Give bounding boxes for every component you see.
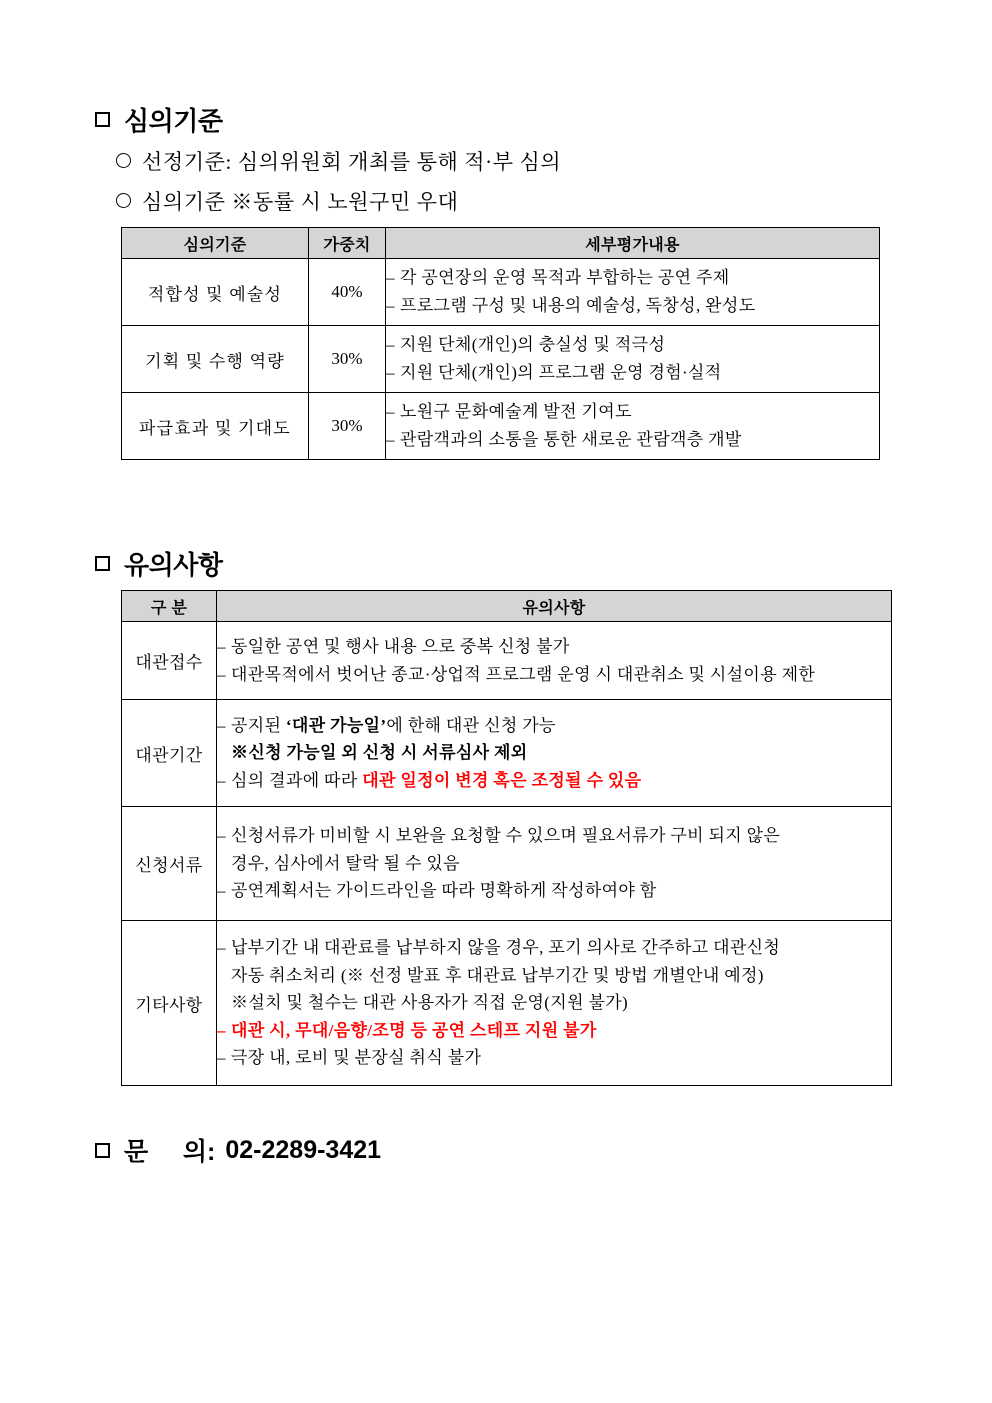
review-criteria-table bbox=[121, 227, 880, 460]
notice-text: 에 한해 대관 신청 가능 bbox=[386, 715, 556, 735]
column-header-category: 구 분 bbox=[122, 591, 217, 622]
square-outline-icon bbox=[95, 556, 110, 571]
detail-text: 지원 단체(개인)의 충실성 및 적극성 bbox=[400, 335, 666, 355]
notice-text: 동일한 공연 및 행사 내용 으로 중복 신청 불가 bbox=[231, 636, 570, 656]
notice-text: 공연계획서는 가이드라인을 따라 명확하게 작성하여야 함 bbox=[231, 881, 657, 901]
table-row bbox=[122, 326, 880, 393]
notice-text-alert: 대관 일정이 변경 혹은 조정될 수 있음 bbox=[362, 770, 642, 790]
table-row bbox=[122, 259, 880, 326]
section-heading-label: 심의기준 bbox=[124, 106, 223, 136]
notice-text: 신청서류가 미비할 시 보완을 요청할 수 있으며 필요서류가 구비 되지 않은 bbox=[231, 826, 781, 846]
cell-notice: – 공지된 ‘대관 가능일’에 한해 대관 신청 가능 ※신청 가능일 외 신청 시 서류심사 제외 – 심의 결과에 따라 대관 일정이 변경 혹은 조정될 수 있음 bbox=[217, 700, 892, 807]
contact-phone-number[interactable]: 02-2289-3421 bbox=[225, 1135, 382, 1164]
cell-weight: 30% bbox=[309, 326, 386, 393]
notice-text: 경우, 심사에서 탈락 될 수 있음 bbox=[231, 853, 460, 873]
contact-line bbox=[95, 1132, 381, 1168]
bullet-item-review-criteria bbox=[116, 186, 459, 216]
cell-category: 신청서류 bbox=[122, 807, 217, 921]
notice-text: ※설치 및 철수는 대관 사용자가 직접 운영(지원 불가) bbox=[231, 993, 629, 1013]
cell-criterion: 적합성 및 예술성 bbox=[122, 259, 309, 326]
cell-category: 대관접수 bbox=[122, 622, 217, 700]
notice-text: 심의 결과에 따라 bbox=[231, 770, 363, 790]
notice-text-emphasis: ※신청 가능일 외 신청 시 서류심사 제외 bbox=[231, 743, 528, 763]
detail-text: 노원구 문화예술계 발전 기여도 bbox=[400, 402, 632, 422]
detail-text: 각 공연장의 운영 목적과 부합하는 공연 주제 bbox=[400, 268, 730, 288]
bullet-item-label: 심의기준 ※동률 시 노원구민 우대 bbox=[142, 190, 459, 214]
contact-label: 문 의: bbox=[124, 1138, 216, 1166]
section-heading-review-criteria bbox=[95, 101, 222, 138]
table-row bbox=[122, 700, 892, 807]
cell-weight: 30% bbox=[309, 393, 386, 460]
bullet-item-selection-criteria bbox=[116, 146, 561, 176]
notice-text-emphasis: ‘대관 가능일’ bbox=[285, 715, 387, 735]
detail-text: 지원 단체(개인)의 프로그램 운영 경험·실적 bbox=[400, 363, 722, 382]
cell-category: 기타사항 bbox=[122, 921, 217, 1086]
notice-text: 납부기간 내 대관료를 납부하지 않을 경우, 포기 의사로 간주하고 대관신청 bbox=[231, 938, 781, 958]
notice-text: 대관목적에서 벗어난 종교·상업적 프로그램 운영 시 대관취소 및 시설이용 제한 bbox=[231, 664, 816, 684]
square-outline-icon bbox=[95, 112, 110, 127]
table-row bbox=[122, 393, 880, 460]
circle-outline-icon bbox=[116, 193, 131, 208]
column-header-criterion: 심의기준 bbox=[122, 228, 309, 259]
column-header-notice: 유의사항 bbox=[217, 591, 892, 622]
cell-notice: – 신청서류가 미비할 시 보완을 요청할 수 있으며 필요서류가 구비 되지 않은 경우, 심사에서 탈락 될 수 있음 – 공연계획서는 가이드라인을 따라 명확하게 작성하여야 함 bbox=[217, 807, 892, 921]
column-header-details: 세부평가내용 bbox=[386, 228, 880, 259]
bullet-item-label: 선정기준: 심의위원회 개최를 통해 적·부 심의 bbox=[142, 150, 562, 174]
circle-outline-icon bbox=[116, 153, 131, 168]
cell-criterion: 파급효과 및 기대도 bbox=[122, 393, 309, 460]
cell-details: – 지원 단체(개인)의 충실성 및 적극성 – 지원 단체(개인)의 프로그램 운영 경험·실적 bbox=[386, 326, 880, 393]
notice-text: 자동 취소처리 (※ 선정 발표 후 대관료 납부기간 및 방법 개별안내 예정) bbox=[231, 965, 764, 985]
cell-notice: – 동일한 공연 및 행사 내용 으로 중복 신청 불가 – 대관목적에서 벗어난 종교·상업적 프로그램 운영 시 대관취소 및 시설이용 제한 bbox=[217, 622, 892, 700]
column-header-weight: 가중치 bbox=[309, 228, 386, 259]
section-heading-notices bbox=[95, 545, 222, 582]
cell-details: – 노원구 문화예술계 발전 기여도 – 관람객과의 소통을 통한 새로운 관람객층 개발 bbox=[386, 393, 880, 460]
table-header-row bbox=[122, 591, 892, 622]
cell-category: 대관기간 bbox=[122, 700, 217, 807]
notice-text-alert: 대관 시, 무대/음향/조명 등 공연 스테프 지원 불가 bbox=[231, 1020, 597, 1040]
detail-text: 프로그램 구성 및 내용의 예술성, 독창성, 완성도 bbox=[400, 296, 756, 315]
cell-weight: 40% bbox=[309, 259, 386, 326]
notice-text: 극장 내, 로비 및 분장실 취식 불가 bbox=[231, 1048, 482, 1068]
table-row bbox=[122, 622, 892, 700]
table-row bbox=[122, 807, 892, 921]
detail-text: 관람객과의 소통을 통한 새로운 관람객층 개발 bbox=[400, 430, 742, 449]
cell-notice: – 납부기간 내 대관료를 납부하지 않을 경우, 포기 의사로 간주하고 대관신청 자동 취소처리 (※ 선정 발표 후 대관료 납부기간 및 방법 개별안내 예정) ※설치 및 철수는 대관 사용자가 직접 운영(지원 불가) – 대관 시, 무대/음향/조명 등 공연 스테프 지원 불가 – 극장 내, 로비 및 분장실 취식 불가 bbox=[217, 921, 892, 1086]
cell-details: – 각 공연장의 운영 목적과 부합하는 공연 주제 – 프로그램 구성 및 내용의 예술성, 독창성, 완성도 bbox=[386, 259, 880, 326]
notices-table bbox=[121, 590, 892, 1086]
section-heading-label: 유의사항 bbox=[124, 550, 223, 580]
table-header-row bbox=[122, 228, 880, 259]
square-outline-icon bbox=[95, 1143, 110, 1158]
notice-text: 공지된 bbox=[231, 715, 286, 735]
table-row bbox=[122, 921, 892, 1086]
cell-criterion: 기획 및 수행 역량 bbox=[122, 326, 309, 393]
